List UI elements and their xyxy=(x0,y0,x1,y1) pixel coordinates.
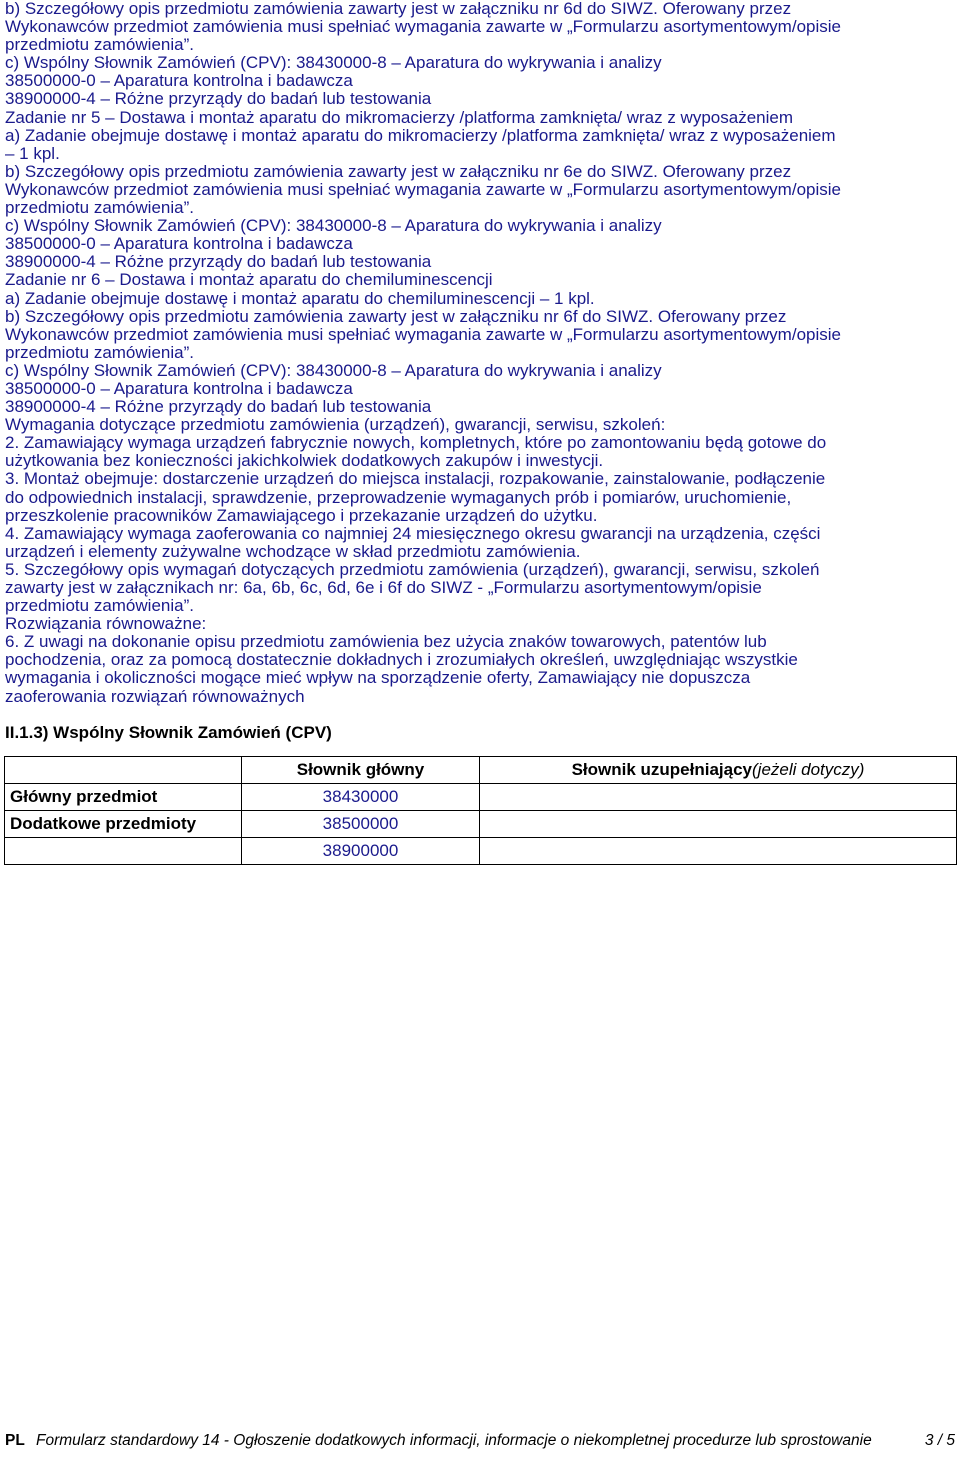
row-label: Główny przedmiot xyxy=(5,784,242,811)
row-label: Dodatkowe przedmioty xyxy=(5,811,242,838)
cpv-table xyxy=(4,756,957,865)
header-supp-note: (jeżeli dotyczy) xyxy=(752,760,865,779)
body-line: Wykonawców przedmiot zamówienia musi spełniać wymagania zawarte w „Formularzu asortymentowym/opisie xyxy=(5,324,841,344)
footer-language: PL xyxy=(5,1432,25,1449)
header-supp-label: Słownik uzupełniający xyxy=(571,760,752,779)
body-line: 38900000-4 – Różne przyrządy do badań lub testowania xyxy=(5,89,432,109)
body-line: b) Szczegółowy opis przedmiotu zamówienia zawarty jest w załączniku nr 6f do SIWZ. Oferowany przez xyxy=(5,306,787,326)
body-line: 6. Z uwagi na dokonanie opisu przedmiotu zamówienia bez użycia znaków towarowych, patentów lub xyxy=(5,632,767,652)
body-line: Wymagania dotyczące przedmiotu zamówienia (urządzeń), gwarancji, serwisu, szkoleń: xyxy=(5,415,666,435)
body-line: użytkowania bez konieczności jakichkolwiek dodatkowych zakupów i inwestycji. xyxy=(5,451,604,471)
table-row xyxy=(5,838,957,865)
body-line: Zadanie nr 6 – Dostawa i montaż aparatu do chemiluminescencji xyxy=(5,270,493,290)
row-code: 38900000 xyxy=(242,838,480,865)
body-line: 38500000-0 – Aparatura kontrolna i badawcza xyxy=(5,234,353,254)
table-row xyxy=(5,811,957,838)
row-supp xyxy=(480,838,957,865)
row-code: 38430000 xyxy=(242,784,480,811)
body-line: przeszkolenie pracowników Zamawiającego i przekazanie urządzeń do użytku. xyxy=(5,505,598,525)
row-code: 38500000 xyxy=(242,811,480,838)
body-line: pochodzenia, oraz za pomocą dostatecznie dokładnych i zrozumiałych określeń, uwzględniając wszystkie xyxy=(5,650,798,670)
document-body xyxy=(5,0,955,706)
body-line: 4. Zamawiający wymaga zaoferowania co najmniej 24 miesięcznego okresu gwarancji na urządzenia, części xyxy=(5,523,821,543)
body-line: a) Zadanie obejmuje dostawę i montaż aparatu do mikromacierzy /platforma zamknięta/ wraz z wyposażeniem xyxy=(5,125,836,145)
section-heading: II.1.3) Wspólny Słownik Zamówień (CPV) xyxy=(5,723,332,742)
body-line: c) Wspólny Słownik Zamówień (CPV): 38430000-8 – Aparatura do wykrywania i analizy xyxy=(5,360,662,380)
body-line: a) Zadanie obejmuje dostawę i montaż aparatu do chemiluminescencji – 1 kpl. xyxy=(5,288,595,308)
body-line: 38900000-4 – Różne przyrządy do badań lub testowania xyxy=(5,252,432,272)
body-line: 38500000-0 – Aparatura kontrolna i badawcza xyxy=(5,378,353,398)
body-line: do odpowiednich instalacji, sprawdzenie, przeprowadzenie wymaganych prób i pomiarów, uruchomienie, xyxy=(5,487,792,507)
row-supp xyxy=(480,811,957,838)
body-line: b) Szczegółowy opis przedmiotu zamówienia zawarty jest w załączniku nr 6e do SIWZ. Oferowany przez xyxy=(5,161,792,181)
body-line: przedmiotu zamówienia”. xyxy=(5,596,194,616)
body-line: Zadanie nr 5 – Dostawa i montaż aparatu do mikromacierzy /platforma zamknięta/ wraz z wyposażeniem xyxy=(5,107,794,127)
body-line: 2. Zamawiający wymaga urządzeń fabrycznie nowych, kompletnych, które po zamontowaniu będą gotowe do xyxy=(5,433,827,453)
page-footer xyxy=(5,1432,955,1450)
table-row xyxy=(5,784,957,811)
body-line: przedmiotu zamówienia”. xyxy=(5,198,194,218)
footer-form-title: Formularz standardowy 14 - Ogłoszenie dodatkowych informacji, informacje o niekompletnej procedurze lub sprostowanie xyxy=(36,1432,872,1449)
body-line: 3. Montaż obejmuje: dostarczenie urządzeń do miejsca instalacji, rozpakowanie, zainstalowanie, podłączenie xyxy=(5,469,826,489)
body-line: c) Wspólny Słownik Zamówień (CPV): 38430000-8 – Aparatura do wykrywania i analizy xyxy=(5,216,662,236)
body-line: 5. Szczegółowy opis wymagań dotyczących przedmiotu zamówienia (urządzeń), gwarancji, serwisu, szkoleń xyxy=(5,559,820,579)
footer-page-number: 3 / 5 xyxy=(924,1432,955,1449)
table-header-empty xyxy=(5,757,242,784)
body-line: Rozwiązania równoważne: xyxy=(5,614,207,634)
body-line: zaoferowania rozwiązań równoważnych xyxy=(5,686,305,706)
body-line: Wykonawców przedmiot zamówienia musi spełniać wymagania zawarte w „Formularzu asortymentowym/opisie xyxy=(5,179,841,199)
body-line: zawarty jest w załącznikach nr: 6a, 6b, 6c, 6d, 6e i 6f do SIWZ - „Formularzu asortymentowym/opisie xyxy=(5,578,762,597)
body-line: Wykonawców przedmiot zamówienia musi spełniać wymagania zawarte w „Formularzu asortymentowym/opisie xyxy=(5,17,841,37)
header-supplementary-vocabulary xyxy=(480,757,957,784)
row-supp xyxy=(480,784,957,811)
body-line: 38500000-0 – Aparatura kontrolna i badawcza xyxy=(5,71,353,91)
body-line: – 1 kpl. xyxy=(5,143,60,163)
body-line: c) Wspólny Słownik Zamówień (CPV): 38430000-8 – Aparatura do wykrywania i analizy xyxy=(5,53,662,73)
table-header-row xyxy=(5,757,957,784)
body-line: wymagania i okoliczności mogące mieć wpływ na sporządzenie oferty, Zamawiający nie dopuszcza xyxy=(5,668,751,688)
body-line: b) Szczegółowy opis przedmiotu zamówienia zawarty jest w załączniku nr 6d do SIWZ. Oferowany przez xyxy=(5,0,792,18)
body-line: przedmiotu zamówienia”. xyxy=(5,35,194,55)
row-label xyxy=(5,838,242,865)
header-main-vocabulary: Słownik główny xyxy=(242,757,480,784)
body-line: przedmiotu zamówienia”. xyxy=(5,342,194,362)
body-line: urządzeń i elementy zużywalne wchodzące w skład przedmiotu zamówienia. xyxy=(5,541,581,561)
body-line: 38900000-4 – Różne przyrządy do badań lub testowania xyxy=(5,397,432,417)
